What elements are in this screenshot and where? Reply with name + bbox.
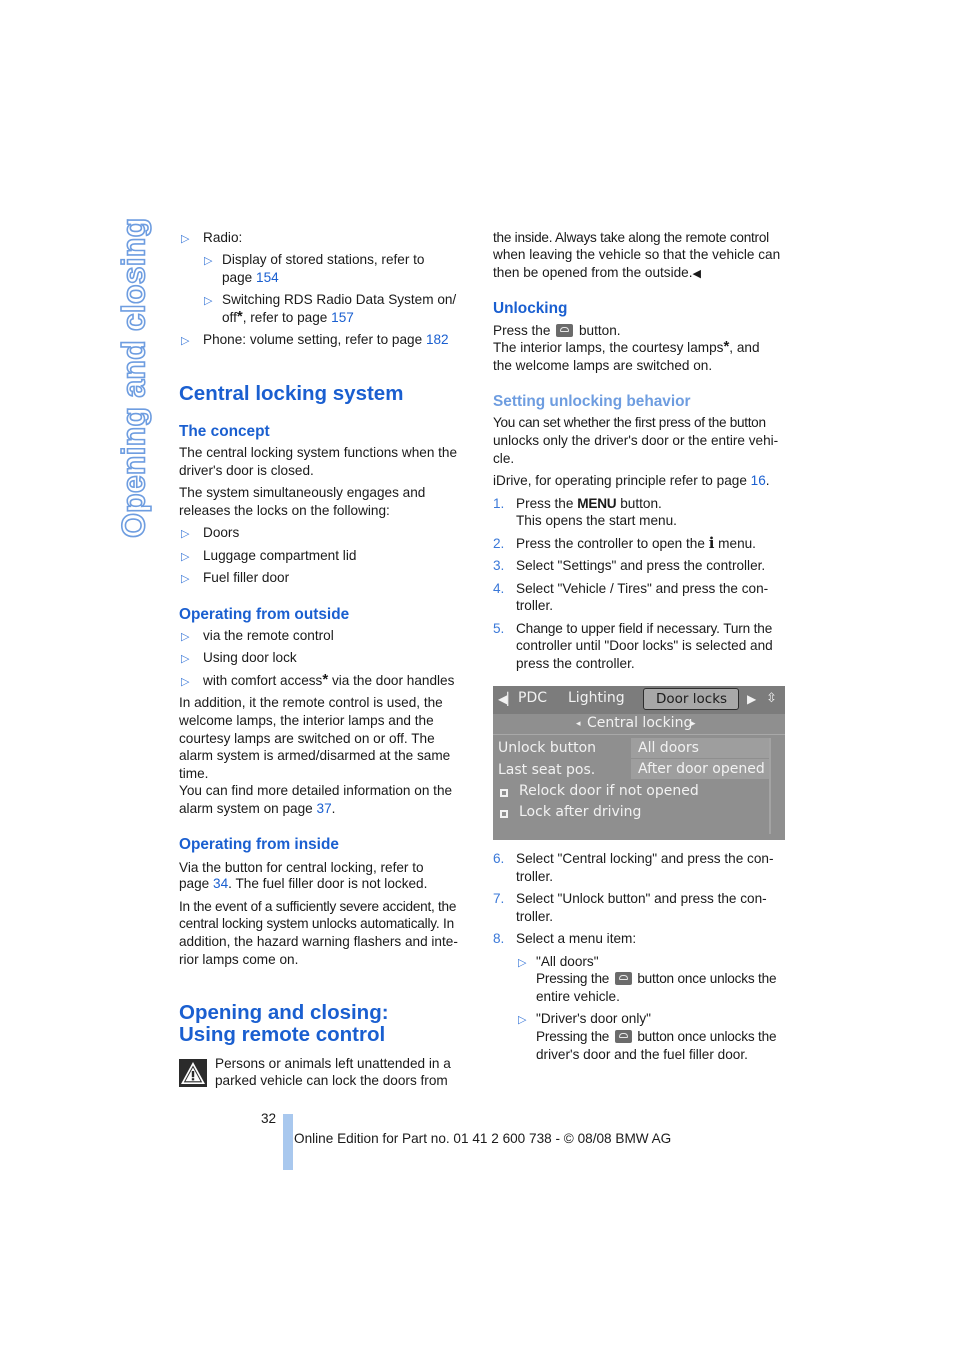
idrive-line [493, 472, 770, 490]
cont-line [493, 264, 701, 284]
side-chapter-title [112, 217, 156, 539]
concept-heading: The concept [179, 423, 270, 440]
text: Pressing the [536, 1029, 613, 1044]
bullet-icon: ▷ [518, 1014, 527, 1026]
radio-sub-1-line1: Display of stored stations, refer to [222, 252, 425, 267]
text: Pressing the [536, 971, 613, 986]
list-item: Using door lock [203, 650, 297, 665]
end-mark-icon: ◀ [692, 268, 701, 280]
outside-p-line: In addition, it the remote control is used, the [179, 695, 443, 710]
scrollbar[interactable] [769, 738, 771, 834]
row-value-all-doors[interactable]: All doors [638, 740, 699, 756]
text: Press the [516, 496, 578, 511]
step-5-line1: Change to upper field if necessary. Turn the [516, 621, 773, 636]
step-1-line1 [516, 495, 662, 513]
step-3: Select "Settings" and press the controller. [516, 558, 766, 573]
sub-item-1-line3: entire vehicle. [536, 989, 620, 1004]
text: button. [575, 323, 621, 338]
text: button. [616, 496, 662, 511]
submenu-right-dot-icon: ▸ [691, 719, 696, 729]
text: then be opened from the outside. [493, 265, 693, 280]
text: iDrive, for operating principle refer to page [493, 473, 751, 488]
inside-p2-line: addition, the hazard warning flashers and inte- [179, 934, 458, 949]
step-4-line2: troller. [516, 598, 554, 613]
warning-text-line2: parked vehicle can lock the doors from [215, 1073, 448, 1088]
step-number: 7. [493, 891, 505, 906]
text: . The fuel filler door is not locked. [228, 876, 428, 891]
inside-heading: Operating from inside [179, 836, 339, 853]
concept-p1-line2: driver's door is closed. [179, 463, 314, 478]
setting-heading: Setting unlocking behavior [493, 393, 691, 410]
remote-heading-line2: Using remote control [179, 1023, 386, 1046]
row-value-after-door[interactable]: After door opened [638, 761, 765, 777]
checkbox-icon[interactable] [500, 789, 508, 797]
text: . [765, 473, 770, 488]
cont-line: when leaving the vehicle so that the vehicle can [493, 247, 781, 262]
outside-p-line: welcome lamps, the interior lamps and the [179, 713, 434, 728]
unlock-press-line [493, 322, 621, 340]
remote-unlock-button-icon [615, 972, 632, 985]
footer-accent-bar [283, 1114, 293, 1170]
text: page [179, 876, 214, 891]
check-relock-door[interactable]: Relock door if not opened [519, 783, 699, 799]
step-number: 4. [493, 581, 505, 596]
page-link-34[interactable]: 34 [213, 876, 229, 891]
bullet-icon: ▷ [181, 528, 190, 540]
text: with comfort access [203, 673, 323, 688]
radio-sub-2-line2 [222, 309, 354, 327]
step-7-line1: Select "Unlock button" and press the con- [516, 891, 767, 906]
step-number: 5. [493, 621, 505, 636]
outside-p-line [179, 800, 335, 818]
idrive-screen [493, 686, 785, 840]
step-5-line2: controller until "Door locks" is selected and [516, 638, 773, 653]
inside-p2-line: central locking system unlocks automatically. In [179, 916, 454, 931]
inside-p1-line2 [179, 875, 427, 893]
cont-line: the inside. Always take along the remote control [493, 230, 769, 245]
row-label-unlock-button[interactable]: Unlock button [498, 740, 597, 756]
tab-door-locks-label: Door locks [656, 691, 728, 707]
sub-item-2-line3: driver's door and the fuel filler door. [536, 1047, 748, 1062]
remote-heading-line1: Opening and closing: [179, 1001, 389, 1024]
asterisk-icon: * [236, 308, 243, 325]
bullet-icon: ▷ [518, 957, 527, 969]
bullet-icon: ▷ [181, 653, 190, 665]
outside-p-line: courtesy lamps are switched on or off. The [179, 731, 435, 746]
footer-edition: Online Edition for Part no. 01 41 2 600 738 - © 08/08 BMW AG [294, 1131, 672, 1146]
inside-p2-line: rior lamps come on. [179, 952, 299, 967]
text: , and [729, 340, 760, 355]
unlock-lamps-line [493, 339, 760, 357]
page-link-16[interactable]: 16 [750, 473, 766, 488]
scroll-updown-icon[interactable]: ⇳ [766, 691, 777, 706]
radio-sub-2-line1: Switching RDS Radio Data System on/ [222, 292, 457, 307]
info-menu-icon: i [708, 534, 715, 552]
radio-label: Radio: [203, 230, 243, 245]
concept-p2-line1: The system simultaneously engages and [179, 485, 426, 500]
list-item [203, 672, 454, 690]
list-item: Luggage compartment lid [203, 548, 357, 563]
step-1-line2: This opens the start menu. [516, 513, 677, 528]
check-lock-after-driving[interactable]: Lock after driving [519, 804, 642, 820]
page-link-157[interactable]: 157 [331, 310, 354, 325]
text: Phone: volume setting, refer to page [203, 332, 426, 347]
step-number: 2. [493, 536, 505, 551]
bullet-icon: ▷ [181, 631, 190, 643]
tab-pdc[interactable]: PDC [518, 690, 547, 706]
concept-p2-line2: releases the locks on the following: [179, 503, 390, 518]
inside-p2-line: In the event of a sufficiently severe accident, the [179, 899, 457, 914]
sub-item-2-line2 [536, 1028, 776, 1046]
setting-p-line: unlocks only the driver's door or the entire vehi- [493, 433, 779, 448]
step-number: 3. [493, 558, 505, 573]
bullet-icon: ▷ [181, 676, 190, 688]
bullet-icon: ▷ [181, 573, 190, 585]
side-chapter-title-text: Opening and closing [115, 217, 152, 539]
warning-icon [179, 1059, 207, 1087]
text: Press the controller to open the [516, 536, 709, 551]
setting-p-line: cle. [493, 451, 515, 466]
step-number: 8. [493, 931, 505, 946]
concept-p1-line1: The central locking system functions when the [179, 445, 458, 460]
step-5-line3: press the controller. [516, 656, 635, 671]
page-link-182[interactable]: 182 [425, 332, 449, 347]
outside-p-line: You can find more detailed information on the [179, 783, 453, 798]
bullet-icon: ▷ [181, 233, 190, 245]
bullet-icon: ▷ [204, 295, 213, 307]
remote-unlock-button-icon [615, 1030, 632, 1043]
step-4-line1: Select "Vehicle / Tires" and press the con- [516, 581, 769, 596]
tab-lighting[interactable]: Lighting [568, 690, 625, 706]
row-label-last-seat[interactable]: Last seat pos. [498, 762, 596, 778]
checkbox-icon[interactable] [500, 810, 508, 818]
unlocking-heading: Unlocking [493, 300, 568, 317]
radio-sub-1-line2 [222, 269, 279, 287]
text: button once unlocks the [633, 1029, 777, 1044]
tab-left-arrow-icon[interactable]: ◀▏ [498, 692, 517, 706]
text: button once unlocks the [633, 971, 777, 986]
phone-item [203, 331, 449, 349]
text: page [222, 270, 257, 285]
text: Press the [493, 323, 555, 338]
text: via the door handles [328, 673, 455, 688]
tab-right-arrow-icon[interactable]: ▶ [747, 692, 757, 706]
list-item: Fuel filler door [203, 570, 290, 585]
setting-p-line: You can set whether the first press of the button [493, 415, 766, 430]
submenu-central-locking[interactable]: Central locking [587, 715, 693, 731]
text: menu. [714, 536, 756, 551]
bullet-icon: ▷ [204, 255, 213, 267]
sub-item-1-title: "All doors" [536, 954, 599, 969]
text: The interior lamps, the courtesy lamps [493, 340, 724, 355]
text: off [222, 310, 237, 325]
list-item: Doors [203, 525, 240, 540]
outside-p-line: time. [179, 766, 209, 781]
step-number: 6. [493, 851, 505, 866]
asterisk-icon: * [723, 338, 730, 355]
step-2 [516, 535, 756, 553]
step-6-line2: troller. [516, 869, 554, 884]
step-number: 1. [493, 496, 505, 511]
page-link-154[interactable]: 154 [256, 270, 279, 285]
sub-item-1-line2 [536, 970, 776, 988]
sub-item-2-title: "Driver's door only" [536, 1011, 651, 1026]
outside-heading: Operating from outside [179, 606, 350, 623]
bullet-icon: ▷ [181, 335, 190, 347]
step-7-line2: troller. [516, 909, 554, 924]
text: . [331, 801, 336, 816]
text: , refer to page [242, 310, 332, 325]
list-item: via the remote control [203, 628, 334, 643]
page-link-37[interactable]: 37 [316, 801, 332, 816]
outside-p-line: alarm system is armed/disarmed at the same [179, 748, 451, 763]
bullet-icon: ▷ [181, 551, 190, 563]
central-locking-heading: Central locking system [179, 382, 404, 405]
remote-unlock-button-icon [556, 324, 573, 337]
inside-p1-line1: Via the button for central locking, refer to [179, 860, 424, 875]
warning-text-line1: Persons or animals left unattended in a [215, 1056, 451, 1071]
submenu-left-dot-icon: ◂ [576, 719, 581, 729]
page-number: 32 [261, 1111, 277, 1126]
text: alarm system on page [179, 801, 317, 816]
step-8: Select a menu item: [516, 931, 637, 946]
asterisk-icon: * [322, 671, 329, 688]
divider [493, 734, 785, 735]
step-6-line1: Select "Central locking" and press the con- [516, 851, 774, 866]
menu-button-icon: MENU [577, 496, 617, 511]
unlock-lamps-line2: the welcome lamps are switched on. [493, 358, 713, 373]
